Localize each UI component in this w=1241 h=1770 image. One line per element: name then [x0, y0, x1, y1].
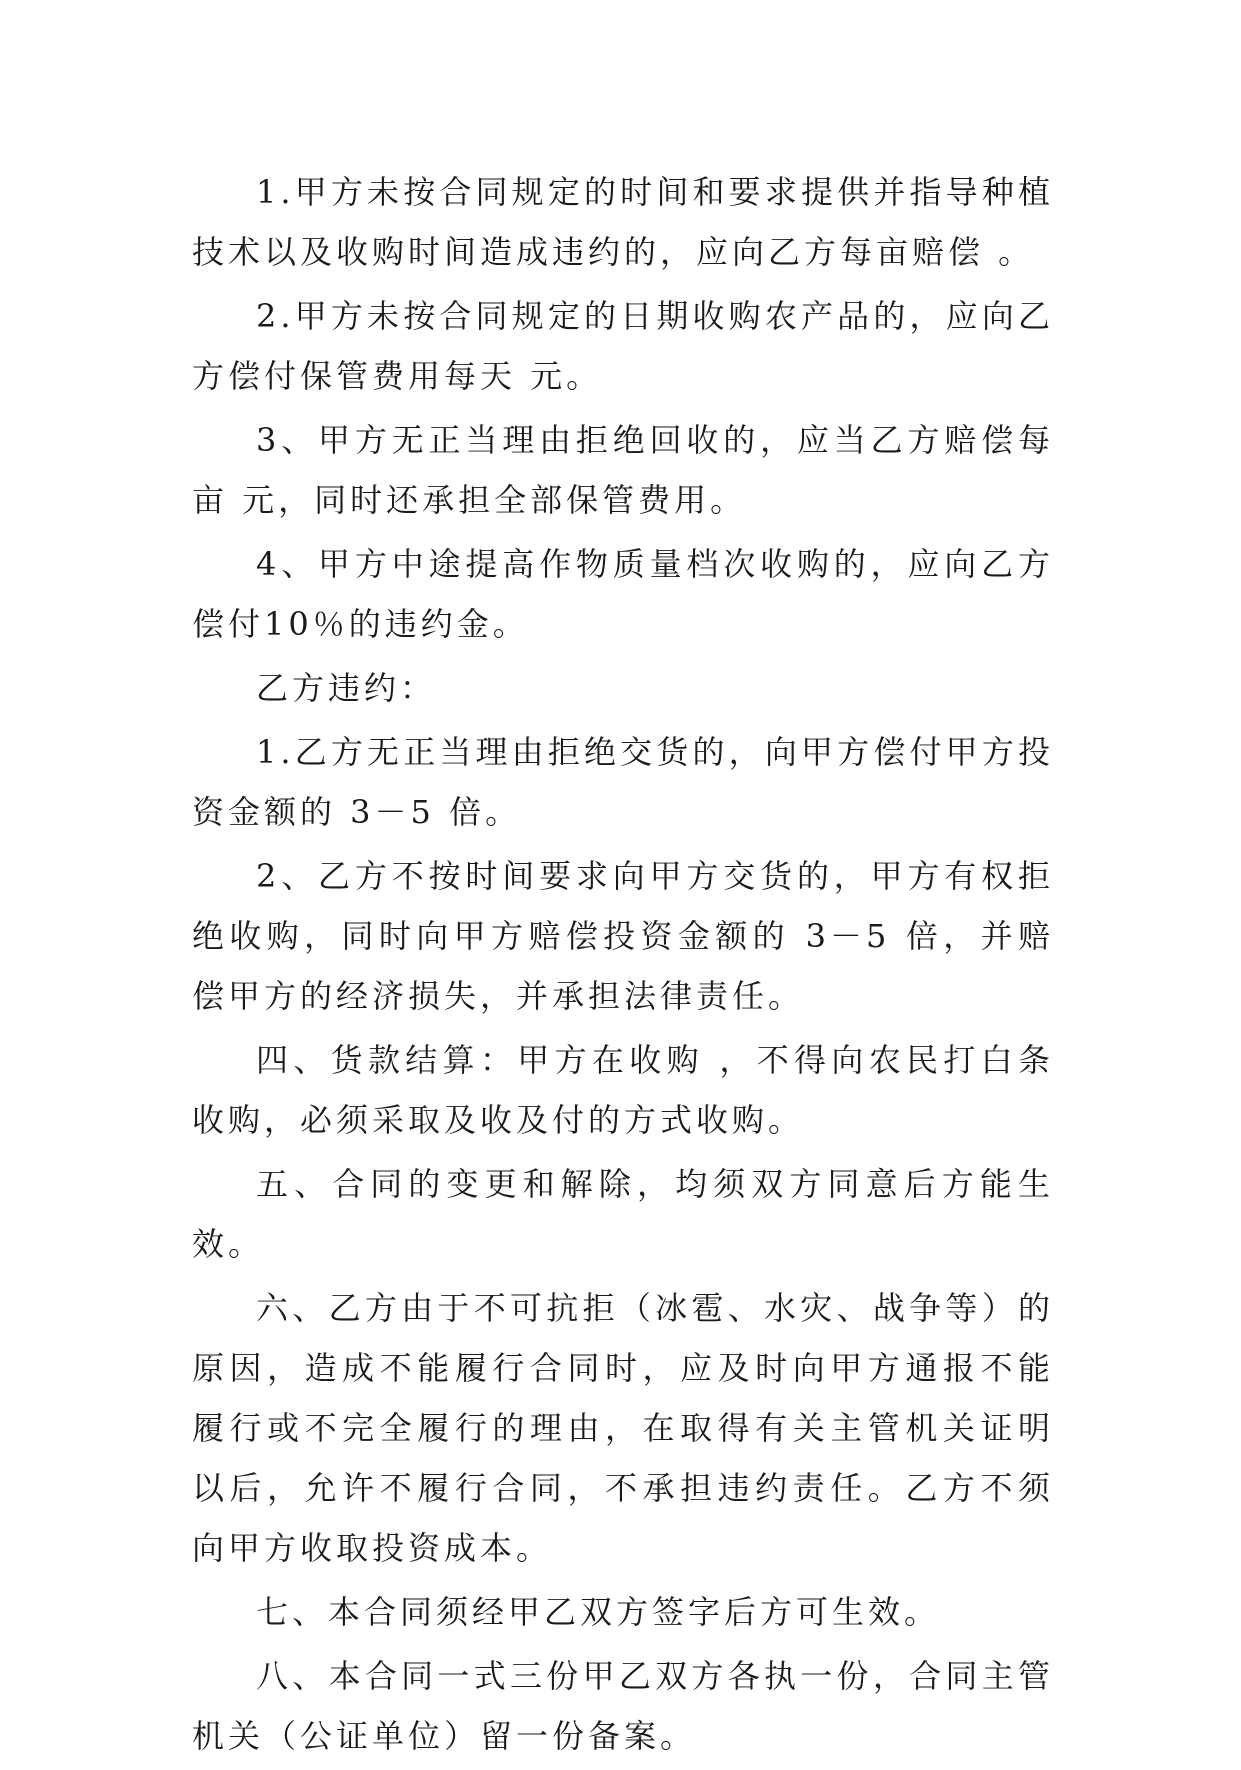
paragraph-contract-changes: 五、合同的变更和解除，均须双方同意后方能生效。: [192, 1165, 1054, 1263]
paragraph-party-b-breach-2: 2、乙方不按时间要求向甲方交货的，甲方有权拒绝收购，同时向甲方赔偿投资金额的 3－5 倍，并赔偿甲方的经济损失，并承担法律责任。: [192, 857, 1054, 1015]
paragraph-copies: 八、本合同一式三份甲乙双方各执一份，合同主管机关（公证单位）留一份备案。: [192, 1657, 1054, 1755]
document-body: [192, 162, 1054, 1770]
paragraph-party-b-breach-1: 1.乙方无正当理由拒绝交货的，向甲方偿付甲方投资金额的 3－5 倍。: [192, 733, 1054, 831]
paragraph-party-a-breach-2: 2.甲方未按合同规定的日期收购农产品的，应向乙方偿付保管费用每天 元。: [192, 297, 1054, 395]
paragraph-party-a-breach-3: 3、甲方无正当理由拒绝回收的，应当乙方赔偿每亩 元，同时还承担全部保管费用。: [192, 421, 1054, 519]
paragraph-party-a-breach-1: 1.甲方未按合同规定的时间和要求提供并指导种植技术以及收购时间造成违约的，应向乙方每亩赔偿 。: [192, 173, 1054, 271]
paragraph-payment-settlement: 四、货款结算：甲方在收购 ，不得向农民打白条收购，必须采取及收及付的方式收购。: [192, 1041, 1054, 1139]
paragraph-party-a-breach-4: 4、甲方中途提高作物质量档次收购的，应向乙方偿付10％的违约金。: [192, 545, 1054, 643]
paragraph-party-b-breach-heading: 乙方违约：: [256, 669, 437, 707]
paragraph-force-majeure: 六、乙方由于不可抗拒（冰雹、水灾、战争等）的原因，造成不能履行合同时，应及时向甲方通报不能履行或不完全履行的理由，在取得有关主管机关证明以后，允许不履行合同，不承担违约责任。乙方不须向甲方收取投资成本。: [192, 1289, 1054, 1567]
paragraph-effectiveness: 七、本合同须经甲乙双方签字后方可生效。: [256, 1593, 941, 1631]
